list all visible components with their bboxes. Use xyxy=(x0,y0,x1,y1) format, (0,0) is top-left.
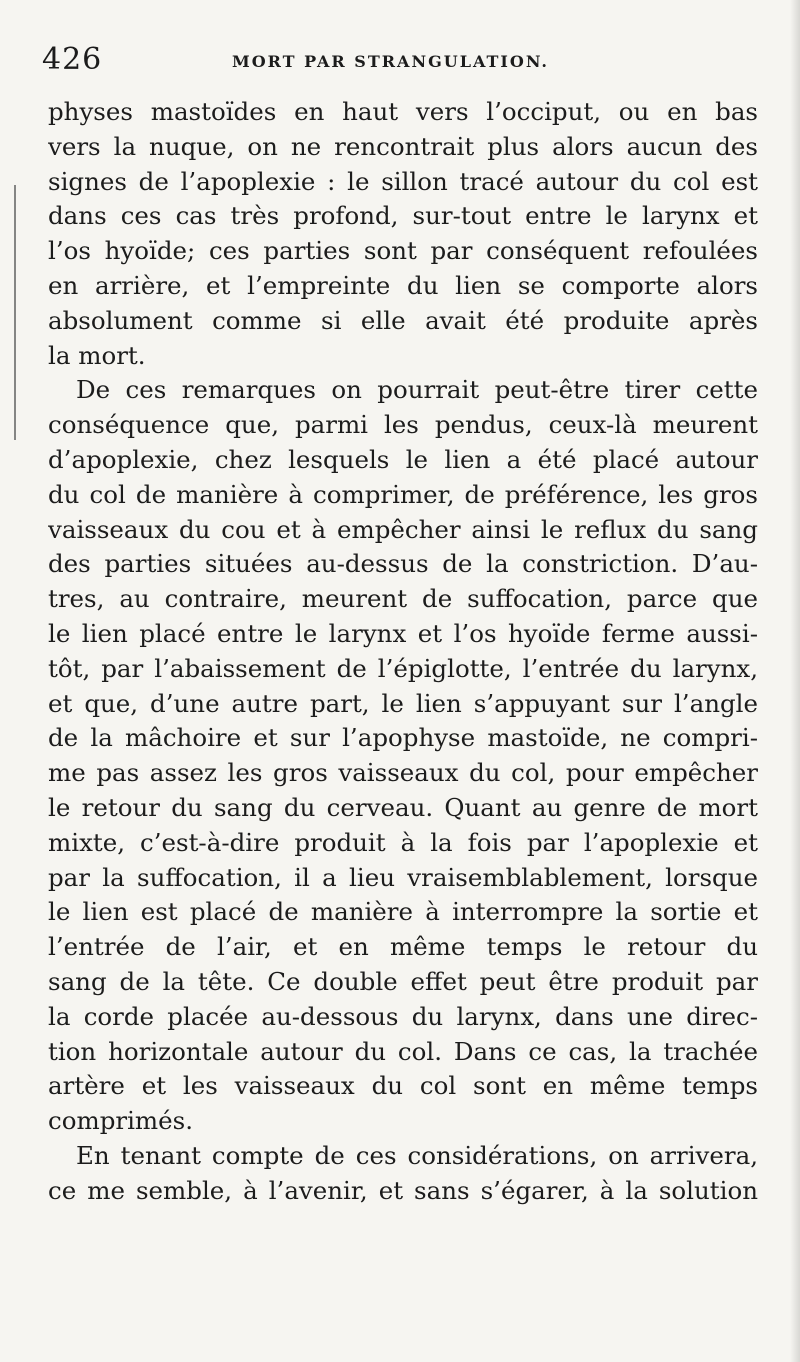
text-line: le lien est placé de manière à interrompre la sortie et xyxy=(48,897,758,927)
paragraph xyxy=(48,95,758,373)
text-line: comprimés. xyxy=(48,1106,194,1136)
text-line: des parties situées au-dessus de la constriction. D’au- xyxy=(48,549,758,579)
text-line: absolument comme si elle avait été produite après xyxy=(48,305,758,335)
text-line: vers la nuque, on ne rencontrait plus alors aucun des xyxy=(48,131,758,161)
text-line: De ces remarques on pourrait peut-être tirer cette xyxy=(76,375,758,405)
text-line: tôt, par l’abaissement de l’épiglotte, l’entrée du larynx, xyxy=(48,653,758,683)
page-edge-shadow xyxy=(790,0,800,1362)
text-line: En tenant compte de ces considérations, on arrivera, xyxy=(76,1140,758,1170)
text-line: le lien placé entre le larynx et l’os hyoïde ferme aussi- xyxy=(48,618,758,648)
text-line: d’apoplexie, chez lesquels le lien a été placé autour xyxy=(48,444,758,474)
text-line: tion horizontale autour du col. Dans ce cas, la trachée xyxy=(48,1036,758,1066)
text-line: artère et les vaisseaux du col sont en même temps xyxy=(48,1071,758,1101)
text-line: dans ces cas très profond, sur-tout entre le larynx et xyxy=(48,201,758,231)
text-line: me pas assez les gros vaisseaux du col, pour empêcher xyxy=(48,758,758,788)
text-line: physes mastoïdes en haut vers l’occiput, ou en bas xyxy=(48,97,758,126)
text-line: tres, au contraire, meurent de suffocation, parce que xyxy=(48,584,758,614)
text-line: par la suffocation, il a lieu vraisemblablement, lorsque xyxy=(48,862,758,892)
margin-bracket-mark xyxy=(0,185,16,440)
text-line: du col de manière à comprimer, de préférence, les gros xyxy=(48,479,758,509)
text-line: signes de l’apoplexie : le sillon tracé autour du col est xyxy=(48,166,758,196)
text-line: la corde placée au-dessous du larynx, dans une direc- xyxy=(48,1001,758,1031)
text-line: conséquence que, parmi les pendus, ceux-là meurent xyxy=(48,410,758,440)
paragraph xyxy=(48,373,758,1139)
running-head: MORT PAR STRANGULATION. xyxy=(232,52,549,71)
body-text xyxy=(48,95,758,1209)
text-line: et que, d’une autre part, le lien s’appuyant sur l’angle xyxy=(48,688,758,718)
text-line: la mort. xyxy=(48,340,146,370)
page-header xyxy=(42,40,760,80)
page-number: 426 xyxy=(42,42,103,77)
text-line: ce me semble, à l’avenir, et sans s’égarer, à la solution xyxy=(48,1175,758,1205)
text-line: l’os hyoïde; ces parties sont par conséquent refoulées xyxy=(48,236,758,266)
text-line: de la mâchoire et sur l’apophyse mastoïde, ne compri- xyxy=(48,723,758,753)
text-line: le retour du sang du cerveau. Quant au genre de mort xyxy=(48,792,758,822)
paragraph xyxy=(48,1139,758,1209)
text-line: mixte, c’est-à-dire produit à la fois par l’apoplexie et xyxy=(48,827,758,857)
text-line: sang de la tête. Ce double effet peut être produit par xyxy=(48,966,758,996)
text-line: l’entrée de l’air, et en même temps le retour du xyxy=(48,932,758,962)
text-line: en arrière, et l’empreinte du lien se comporte alors xyxy=(48,270,758,300)
text-line: vaisseaux du cou et à empêcher ainsi le reflux du sang xyxy=(48,514,758,544)
